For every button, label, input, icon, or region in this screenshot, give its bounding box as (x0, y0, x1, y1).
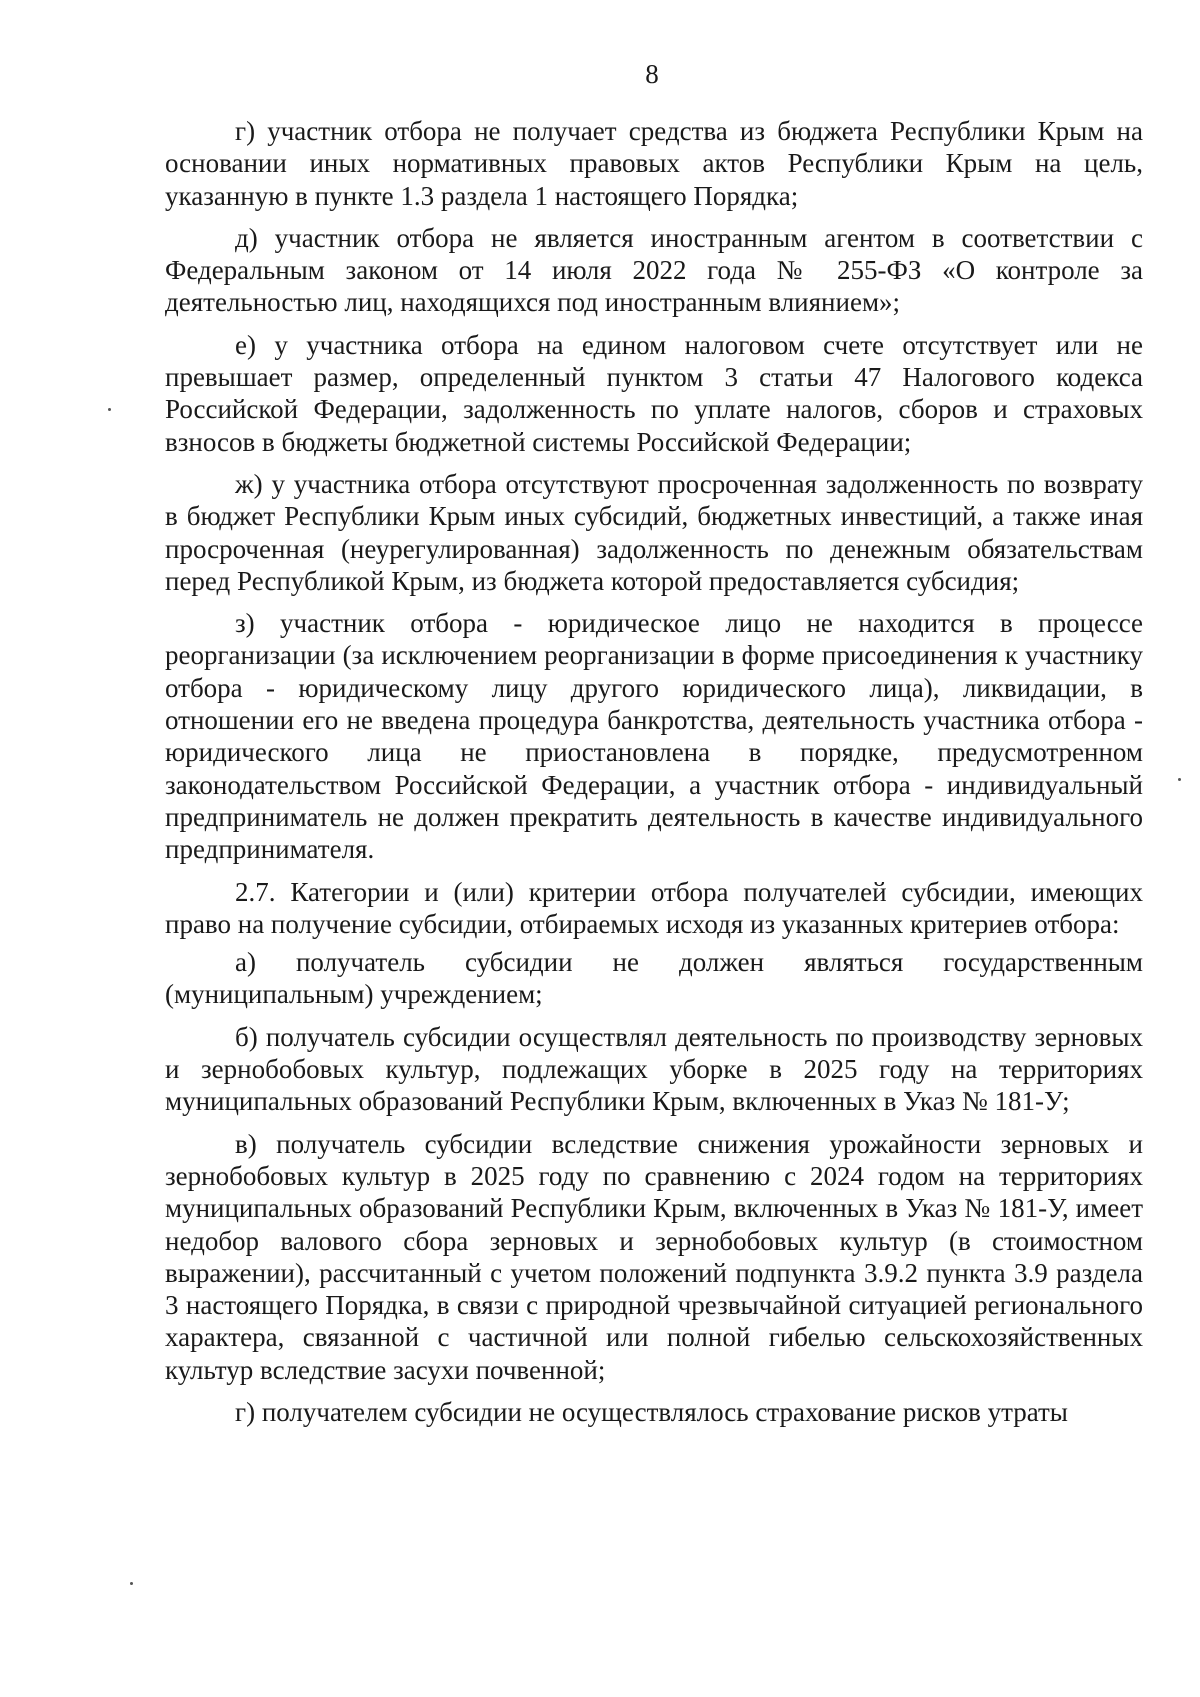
paragraph-b-production: б) получатель субсидии осуществлял деятельность по производству зерновых и зернобобовых культур, подлежащих уборке в 2025 году на территориях муниципальных образований Республики Крым, включенных в Указ № 181-У; (165, 1021, 1143, 1117)
paragraph-e-tax-debt: е) у участника отбора на едином налоговом счете отсутствует или не превышает размер, определенный пунктом 3 статьи 47 Налогового кодекса Российской Федерации, задолженность по уплате налогов, сборов и страховых взносов в бюджеты бюджетной системы Российской Федерации; (165, 329, 1143, 457)
scan-speck (1178, 778, 1181, 781)
paragraph-2-7-criteria: 2.7. Категории и (или) критерии отбора получателей субсидии, имеющих право на получение субсидии, отбираемых исходя из указанных критериев отбора: (165, 876, 1143, 939)
paragraph-g-funding: г) участник отбора не получает средства из бюджета Республики Крым на основании иных нормативных правовых актов Республики Крым на цель, указанную в пункте 1.3 раздела 1 настоящего Порядка; (165, 116, 1143, 211)
paragraph-z-reorganization: з) участник отбора - юридическое лицо не находится в процессе реорганизации (за исключением реорганизации в форме присоединения к участнику отбора - юридическому лицу другого юридического лица), ликвидации, в отношении его не введена процедура банкротства, деятельность участника отбора - юридического лица не приостановлена в порядке, предусмотренном законодательством Российской Федерации, а участник отбора - индивидуальный предприниматель не должен прекратить деятельность в качестве индивидуального предпринимателя. (165, 608, 1143, 865)
paragraph-a-institution: а) получатель субсидии не должен являться государственным (муниципальным) учреждением; (165, 947, 1143, 1010)
paragraph-zh-overdue-debt: ж) у участника отбора отсутствуют просроченная задолженность по возврату в бюджет Республики Крым иных субсидий, бюджетных инвестиций, а также иная просроченная (неурегулированная) задолженность по денежным обязательствам перед Республикой Крым, из бюджета которой предоставляется субсидия; (165, 468, 1143, 596)
document-body (165, 115, 1143, 1438)
paragraph-g-insurance: г) получателем субсидии не осуществлялось страхование рисков утраты (235, 1396, 1068, 1427)
paragraph-d-foreign-agent: д) участник отбора не является иностранным агентом в соответствии с Федеральным законом от 14 июля 2022 года № 255-ФЗ «О контроле за деятельностью лиц, находящихся под иностранным влиянием»; (165, 222, 1143, 318)
paragraph-v-harvest-shortfall: в) получатель субсидии вследствие снижения урожайности зерновых и зернобобовых культур в 2025 году по сравнению с 2024 годом на территориях муниципальных образований Республики Крым, включенных в Указ № 181-У, имеет недобор валового сбора зерновых и зернобобовых культур (в стоимостном выражении), рассчитанный с учетом положений подпункта 3.9.2 пункта 3.9 раздела 3 настоящего Порядка, в связи с природной чрезвычайной ситуацией регионального характера, связанной с частичной или полной гибелью сельскохозяйственных культур вследствие засухи почвенной; (165, 1128, 1143, 1385)
page-number: 8 (645, 59, 659, 89)
scan-speck (130, 1582, 133, 1585)
scan-speck (108, 408, 111, 411)
